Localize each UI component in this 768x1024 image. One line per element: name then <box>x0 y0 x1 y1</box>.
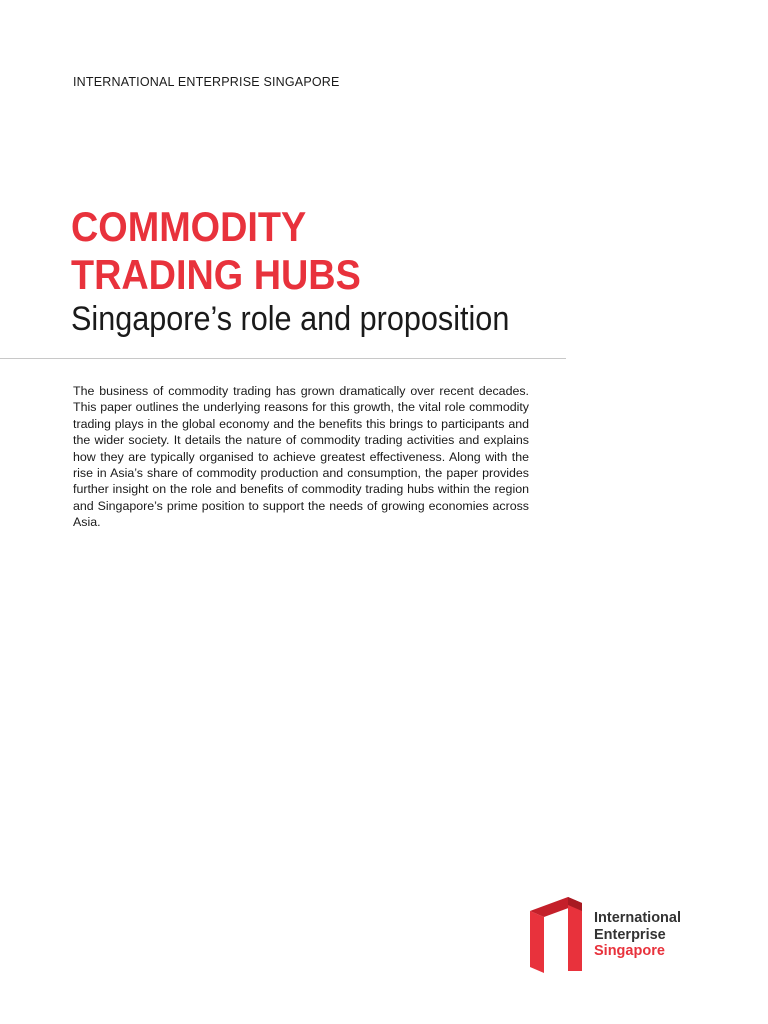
document-title <box>71 203 393 299</box>
logo-text-line-1: International <box>594 910 682 926</box>
document-subtitle: Singapore’s role and proposition <box>71 300 510 338</box>
divider <box>0 358 566 359</box>
logo-mark-icon <box>528 895 584 975</box>
logo-text-line-3: Singapore <box>594 943 665 959</box>
title-line-1: COMMODITY <box>71 203 307 250</box>
abstract-paragraph: The business of commodity trading has grown dramatically over recent decades. This paper outlines the underlying reasons for this growth, the vital role commodity trading plays in the global economy and the benefits this brings to participants and the wider society. It details the nature of commodity trading activities and explains how they are typically organised to achieve greatest effectiveness. Along with the rise in Asia’s share of commodity production and consumption, the paper provides further insight on the role and benefits of commodity trading hubs within the region and Singapore’s prime position to support the needs of growing economies across Asia. <box>73 384 529 530</box>
organisation-header: INTERNATIONAL ENTERPRISE SINGAPORE <box>73 75 340 89</box>
organisation-logo <box>528 895 708 975</box>
logo-text-line-2: Enterprise <box>594 926 666 943</box>
title-line-2: TRADING HUBS <box>71 251 361 298</box>
